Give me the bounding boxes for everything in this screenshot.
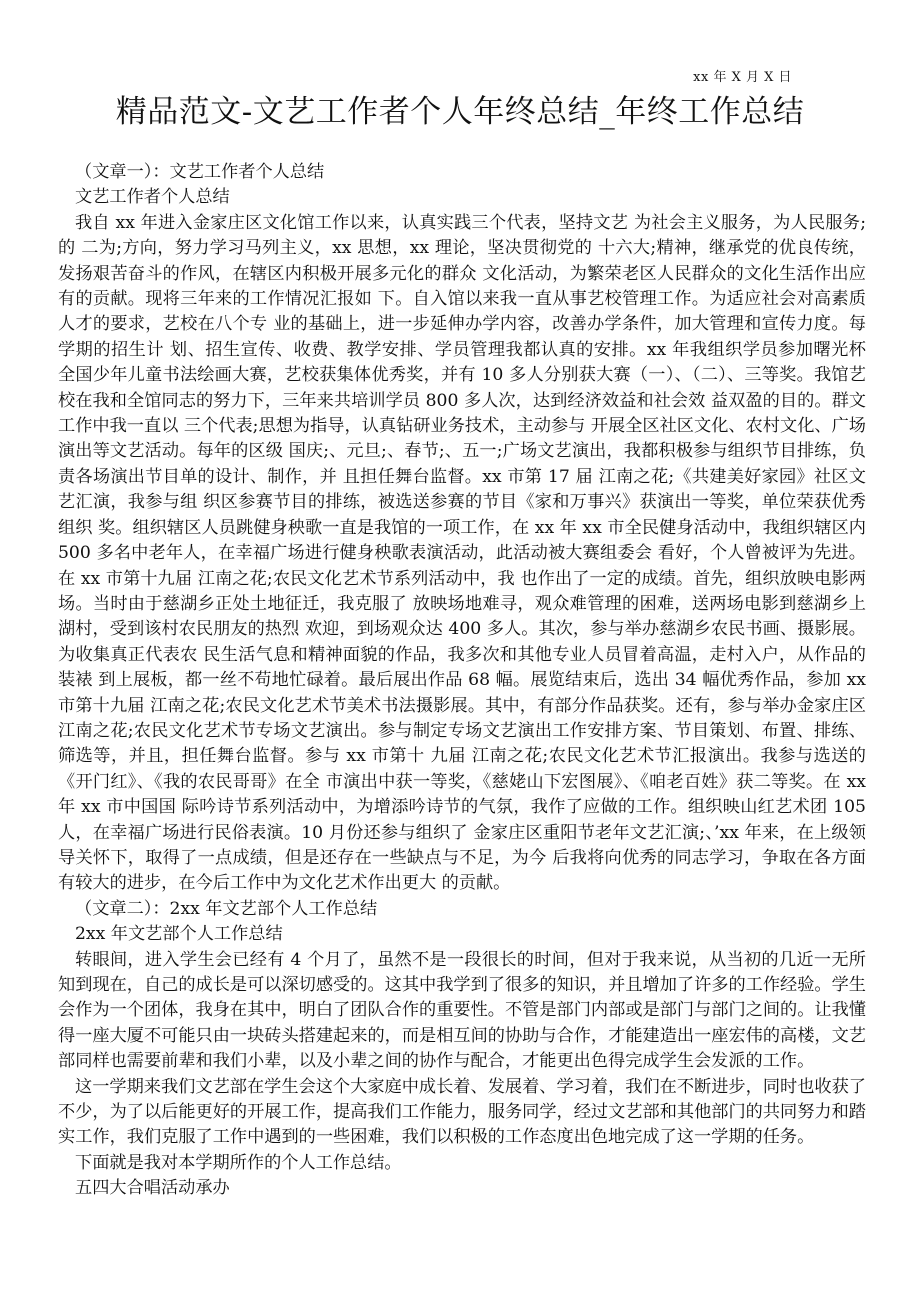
article-two-section-heading: 五四大合唱活动承办: [75, 1178, 230, 1199]
article-two-body-paragraph-1: 转眼间，进入学生会已经有 4 个月了，虽然不是一段很长的时间，但对于我来说，从当初的几近一无所知到现在，自己的成长是可以深切感受的。这其中我学到了很多的知识，并且增加了许多的工作经验。学生会作为一个团体，我身在其中，明白了团队合作的重要性。不管是部门内部或是部门与部门之间的。让我懂得一座大厦不可能只由一块砖头搭建起来的，而是相互间的协助与合作，才能建造出一座宏伟的高楼，文艺部同样也需要前辈和我们小辈，以及小辈之间的协作与配合，才能更出色得完成学生会发派的工作。: [58, 949, 866, 1072]
article-two-subtitle: 2xx 年文艺部个人工作总结: [75, 924, 283, 945]
article-one-heading: （文章一）：文艺工作者个人总结: [75, 162, 325, 182]
article-two-heading: （文章二）：2xx 年文艺部个人工作总结: [75, 898, 378, 919]
article-one-subtitle: 文艺工作者个人总结: [75, 187, 230, 208]
date-line: xx 年 X 月 X 日: [693, 70, 792, 85]
document-title: 精品范文-文艺工作者个人年终总结_年终工作总结: [115, 94, 805, 130]
article-two-body-paragraph-3: 下面就是我对本学期所作的个人工作总结。: [75, 1152, 402, 1173]
document-body: [58, 160, 866, 1202]
article-two-body-paragraph-2: 这一学期来我们文艺部在学生会这个大家庭中成长着、发展着、学习着，我们在不断进步，同时也收获了不少，为了以后能更好的开展工作，提高我们工作能力，服务同学，经过文艺部和其他部门的共同努力和踏实工作，我们克服了工作中遇到的一些困难，我们以积极的工作态度出色地完成了这一学期的任务。: [58, 1076, 866, 1148]
article-one-body-paragraph: 我自 xx 年进入金家庄区文化馆工作以来，认真实践三个代表，坚持文艺 为社会主义服务，为人民服务;的 二为;方向，努力学习马列主义，xx 思想，xx 理论，坚决贯彻党的 十六大;精神，继承党的优良传统，发扬艰苦奋斗的作风，在辖区内积极开展多元化的群众 文化活动，为繁荣老区人民群众的文化生活作出应有的贡献。现将三年来的工作情况汇报如 下。自入馆以来我一直从事艺校管理工作。为适应社会对高素质人才的要求，艺校在八个专 业的基础上，进一步延伸办学内容，改善办学条件，加大管理和宣传力度。每学期的招生计 划、招生宣传、收费、教学安排、学员管理我都认真的安排。xx 年我组织学员参加曙光杯 全国少年儿童书法绘画大赛，艺校获集体优秀奖，并有 10 多人分别获大赛（一）、（二）、三等奖。我馆艺校在我和全馆同志的努力下，三年来共培训学员 800 多人次，达到经济效益和社会效 益双盈的目的。群文工作中我一直以 三个代表;思想为指导，认真钻研业务技术，主动参与 开展全区社区文化、农村文化、广场演出等文艺活动。每年的区级 国庆;、元旦;、春节;、五一;广场文艺演出，我都积极参与组织节目排练，负责各场演出节目单的设计、制作，并 且担任舞台监督。xx 市第 17 届 江南之花;《共建美好家园》社区文艺汇演，我参与组 织区参赛节目的排练，被选送参赛的节目《家和万事兴》获演出一等奖，单位荣获优秀组织 奖。组织辖区人员跳健身秧歌一直是我馆的一项工作，在 xx 年 xx 市全民健身活动中，我组织辖区内 500 多名中老年人，在幸福广场进行健身秧歌表演活动，此活动被大赛组委会 看好，个人曾被评为先进。在 xx 市第十九届 江南之花;农民文化艺术节系列活动中，我 也作出了一定的成绩。首先，组织放映电影两场。当时由于慈湖乡正处土地征迁，我克服了 放映场地难寻，观众难管理的困难，送两场电影到慈湖乡上湖村，受到该村农民朋友的热烈 欢迎，到场观众达 400 多人。其次，参与举办慈湖乡农民书画、摄影展。为收集真正代表农 民生活气息和精神面貌的作品，我多次和其他专业人员冒着高温，走村入户，从作品的装裱 到上展板，都一丝不苟地忙碌着。最后展出作品 68 幅。展览结束后，选出 34 幅优秀作品，参加 xx 市第十九届 江南之花;农民文化艺术节美术书法摄影展。其中，有部分作品获奖。还有，参与举办金家庄区 江南之花;农民文化艺术节专场文艺演出。参与制定专场文艺演出工作安排方案、节目策划、布置、排练、筛选等，并且，担任舞台监督。参与 xx 市第十 九届 江南之花;农民文化艺术节汇报演出。我参与选送的《开门红》、《我的农民哥哥》在全 市演出中获一等奖，《慈姥山下宏图展》、《咱老百姓》获二等奖。在 xx 年 xx 市中国国 际吟诗节系列活动中，为增添吟诗节的气氛，我作了应做的工作。组织映山红艺术团 105 人，在幸福广场进行民俗表演。10 月份还参与组织了 金家庄区重阳节老年文艺汇演;、’xx 年来，在上级领导关怀下，取得了一点成绩，但是还存在一些缺点与不足，为今 后我将向优秀的同志学习，争取在各方面有较大的进步，在今后工作中为文化艺术作出更大 的贡献。: [58, 212, 866, 894]
